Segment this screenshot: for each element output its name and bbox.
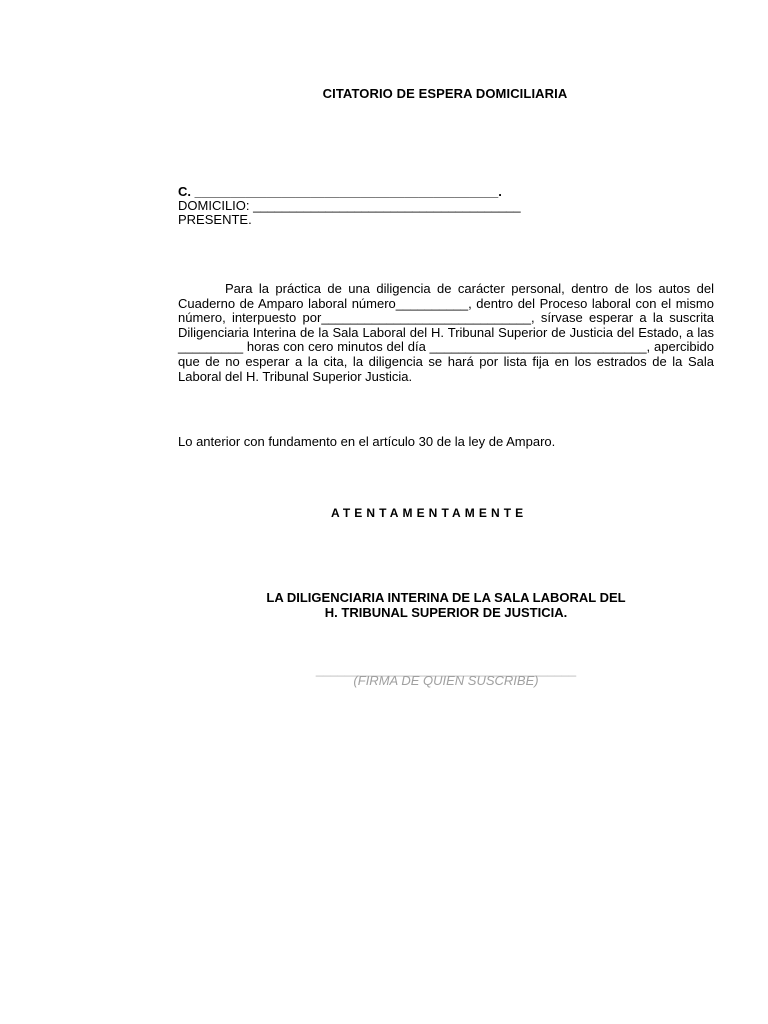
addressee-block: [178, 185, 521, 227]
body-paragraph-text: Para la práctica de una diligencia de carácter personal, dentro de los autos del Cuaderno de Amparo laboral número__________, dentro del Proceso laboral con el mismo número, interpuesto por_____________________________, sírvase esperar a la suscrita Diligenciaria Interina de la Sala Laboral del H. Tribunal Superior de Justicia del Estado, a las _________ horas con cero minutos del día ______________________________, apercibido que de no esperar a la cita, la diligencia se hará por lista fija en los estrados de la Sala Laboral del H. Tribunal Superior Justicia.: [178, 281, 714, 384]
addressee-presente-line: PRESENTE.: [178, 212, 252, 227]
addressee-domicilio-line: DOMICILIO: _____________________________________: [178, 198, 521, 213]
signer-line-1: LA DILIGENCIARIA INTERINA DE LA SALA LABORAL DEL: [266, 590, 626, 605]
atentamente-heading: ATENTAMENTAMENTE: [331, 506, 528, 520]
signature-caption: (FIRMA DE QUIEN SUSCRIBE): [353, 673, 539, 688]
signature-line: ____________________________________: [315, 663, 577, 677]
document-title: CITATORIO DE ESPERA DOMICILIARIA: [322, 86, 568, 101]
body-paragraph: [178, 282, 714, 384]
addressee-name-line: C. __________________________________________.: [178, 184, 502, 199]
signer-line-2: H. TRIBUNAL SUPERIOR DE JUSTICIA.: [324, 605, 568, 620]
signer-block: [214, 590, 678, 620]
closing-paragraph: Lo anterior con fundamento en el artículo 30 de la ley de Amparo.: [178, 434, 556, 449]
